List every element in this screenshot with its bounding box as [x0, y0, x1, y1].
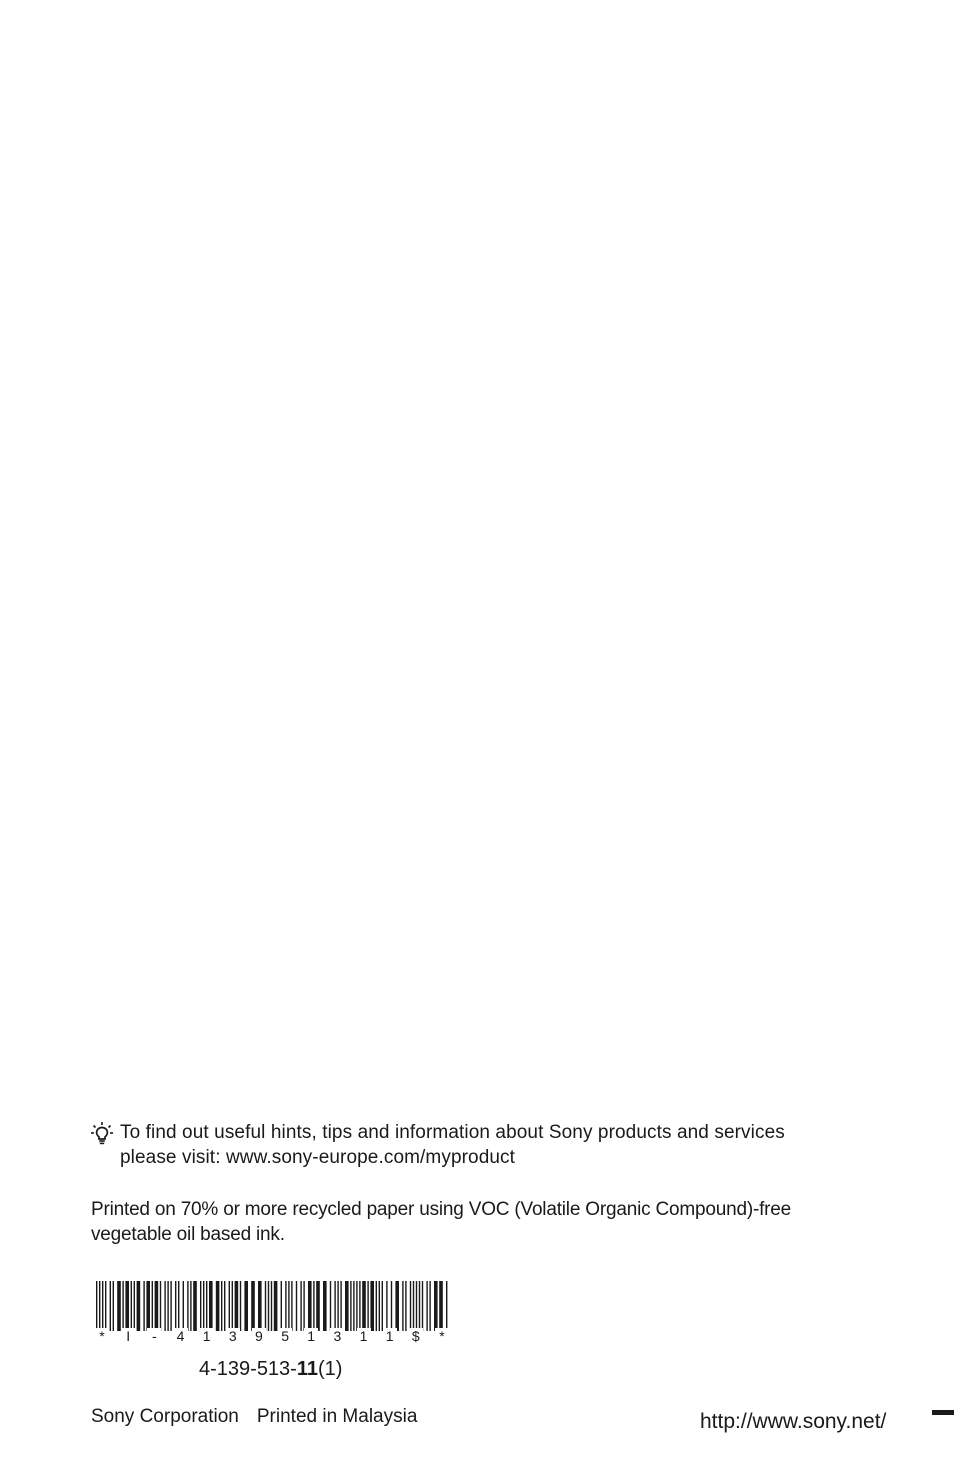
- barcode-bar: [382, 1281, 383, 1331]
- barcode-char: *: [435, 1328, 449, 1344]
- barcode-bar: [413, 1281, 414, 1331]
- barcode-bar: [422, 1281, 423, 1331]
- barcode-bar: [356, 1281, 357, 1331]
- barcode-bar: [268, 1281, 269, 1331]
- barcode-bar: [271, 1281, 272, 1331]
- barcode-bar: [221, 1281, 222, 1331]
- barcode-bar: [155, 1281, 159, 1331]
- barcode-bar: [376, 1281, 377, 1331]
- barcode-char: 3: [226, 1328, 240, 1344]
- barcode-bar: [167, 1281, 168, 1331]
- barcode-char: 1: [383, 1328, 397, 1344]
- barcode-bar: [316, 1281, 320, 1331]
- barcode-char: $: [409, 1328, 423, 1344]
- barcode-bar: [367, 1281, 368, 1331]
- barcode-bar: [426, 1281, 427, 1331]
- barcode-bar: [203, 1281, 204, 1331]
- barcode-bar: [232, 1281, 233, 1331]
- barcode-bar: [330, 1281, 331, 1331]
- part-number-prefix: 4-139-513-: [199, 1358, 297, 1380]
- barcode-bar: [353, 1281, 354, 1331]
- barcode-bar: [152, 1281, 153, 1331]
- barcode-bar: [419, 1281, 420, 1331]
- barcode-bar: [274, 1281, 278, 1331]
- barcode-bar: [105, 1281, 106, 1331]
- barcode-char: 1: [304, 1328, 318, 1344]
- paper-note-line-1: Printed on 70% or more recycled paper using VOC (Volatile Organic Compound)-free: [91, 1199, 792, 1220]
- barcode-bar: [99, 1281, 100, 1331]
- barcode-bar: [308, 1281, 312, 1331]
- barcode-bar: [337, 1281, 338, 1331]
- barcode-bar: [402, 1281, 403, 1331]
- barcode-char: -: [147, 1328, 161, 1344]
- barcode-bar: [200, 1281, 201, 1331]
- lightbulb-icon: [90, 1121, 114, 1147]
- barcode-bar: [175, 1281, 176, 1331]
- barcode-bar: [434, 1281, 438, 1331]
- barcode-bar: [258, 1281, 262, 1331]
- barcode-bar: [446, 1281, 447, 1331]
- barcode-char: 1: [357, 1328, 371, 1344]
- barcode-bar: [362, 1281, 366, 1331]
- barcode-bar: [102, 1281, 103, 1331]
- barcode-bar: [359, 1281, 360, 1331]
- barcode-bar: [113, 1281, 114, 1331]
- part-number: [199, 1357, 342, 1381]
- part-number-suffix: (1): [318, 1358, 343, 1380]
- barcode-bar: [291, 1281, 292, 1331]
- barcode-bar: [265, 1281, 266, 1331]
- barcode-bar: [178, 1281, 179, 1331]
- barcode-bar: [117, 1281, 121, 1331]
- barcode-bar: [224, 1281, 225, 1331]
- barcode-char: 9: [252, 1328, 266, 1344]
- barcode-bar: [303, 1281, 304, 1331]
- barcode-bar: [193, 1281, 197, 1331]
- hint-text-line-1: To find out useful hints, tips and information about Sony products and services: [120, 1122, 785, 1143]
- barcode-bar: [235, 1281, 239, 1331]
- barcode-char: 3: [330, 1328, 344, 1344]
- barcode-bar: [170, 1281, 171, 1331]
- barcode-bar: [244, 1281, 248, 1331]
- barcode-bar: [288, 1281, 289, 1331]
- barcode-bar: [206, 1281, 207, 1331]
- barcode-bar: [183, 1281, 184, 1331]
- barcode-bar: [370, 1281, 374, 1331]
- sony-url: http://www.sony.net/: [700, 1410, 887, 1433]
- barcode-char: 1: [200, 1328, 214, 1344]
- barcode-bar: [416, 1281, 417, 1331]
- barcode-bar: [405, 1281, 406, 1331]
- barcode-bar: [110, 1281, 111, 1331]
- recycled-paper-note: [91, 1197, 891, 1247]
- barcode-bar: [345, 1281, 349, 1331]
- barcode-bar: [410, 1281, 411, 1331]
- barcode-bar: [209, 1281, 213, 1331]
- barcode-bar: [395, 1281, 399, 1331]
- barcode-bar: [137, 1281, 141, 1331]
- barcode-bar: [285, 1281, 286, 1331]
- barcode-bar: [439, 1281, 443, 1331]
- barcode-bar: [160, 1281, 161, 1331]
- barcode: [96, 1281, 450, 1345]
- barcode-bar: [131, 1281, 132, 1331]
- hint-text-line-2: please visit: www.sony-europe.com/myproduct: [120, 1147, 516, 1168]
- company-name: Sony Corporation: [91, 1406, 239, 1427]
- printed-in: Printed in Malaysia: [256, 1406, 418, 1427]
- barcode-bar: [164, 1281, 165, 1331]
- barcode-bar: [251, 1281, 255, 1331]
- barcode-bar: [296, 1281, 297, 1331]
- barcode-bar: [229, 1281, 230, 1331]
- barcode-bar: [386, 1281, 387, 1331]
- barcode-bar: [350, 1281, 351, 1331]
- barcode-bar: [391, 1281, 392, 1331]
- barcode-bar: [190, 1281, 191, 1331]
- barcode-bar: [334, 1281, 335, 1331]
- part-number-bold: 11: [296, 1358, 318, 1380]
- barcode-bar: [125, 1281, 129, 1331]
- barcode-bar: [134, 1281, 135, 1331]
- barcode-char: *: [95, 1328, 109, 1344]
- barcode-bar: [313, 1281, 314, 1331]
- barcode-bar: [379, 1281, 380, 1331]
- barcode-bar: [216, 1281, 220, 1331]
- barcode-bar: [187, 1281, 188, 1331]
- barcode-bar: [429, 1281, 430, 1331]
- barcode-char: 5: [278, 1328, 292, 1344]
- barcode-bar: [340, 1281, 341, 1331]
- barcode-char: 4: [174, 1328, 188, 1344]
- barcode-bars: [96, 1281, 450, 1331]
- barcode-bar: [146, 1281, 150, 1331]
- edge-mark: [932, 1410, 954, 1415]
- barcode-bar: [300, 1281, 301, 1331]
- barcode-bar: [281, 1281, 282, 1331]
- barcode-human-readable: [96, 1328, 450, 1344]
- barcode-bar: [122, 1281, 123, 1331]
- footer-imprint: [91, 1405, 417, 1429]
- barcode-bar: [323, 1281, 327, 1331]
- barcode-bar: [143, 1281, 144, 1331]
- barcode-bar: [240, 1281, 241, 1331]
- paper-note-line-2: vegetable oil based ink.: [91, 1224, 285, 1245]
- barcode-bar: [96, 1281, 97, 1331]
- barcode-char: I: [121, 1328, 135, 1344]
